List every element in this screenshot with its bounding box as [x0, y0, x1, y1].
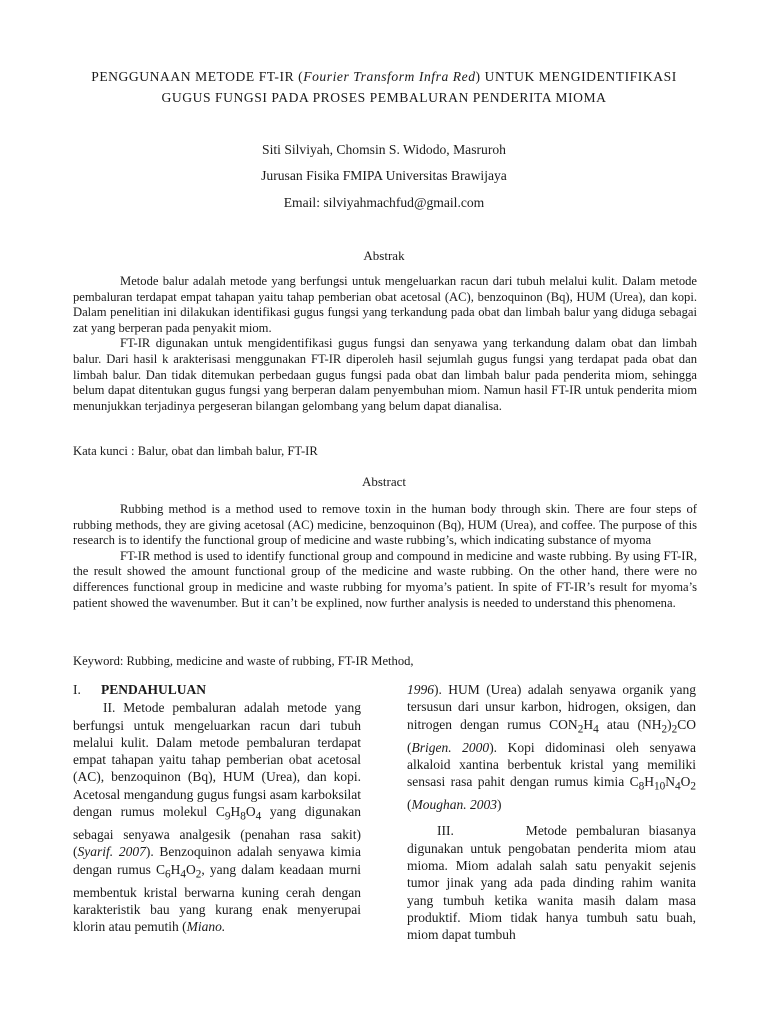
citation: Miano. — [186, 919, 226, 935]
citation: Brigen. 2000 — [411, 739, 490, 755]
abstract-paragraph-1: Rubbing method is a method used to remove toxin in the human body through skin. There are four steps of rubbing methods, they are giving acetosal (AC) medicine, benzoquinon (Bq), HUM (Urea), and coffee. The purpose of this research is to identify the functional group of medicine and waste rubbing’s, which indicating substance of myoma — [73, 502, 697, 548]
section-title: PENDAHULUAN — [101, 682, 207, 697]
abstrak-body — [73, 274, 697, 414]
kata-kunci: Kata kunci : Balur, obat dan limbah balur, FT-IR — [73, 444, 318, 458]
abstract-heading: Abstract — [361, 474, 407, 489]
title-line-2: GUGUS FUNGSI PADA PROSES PEMBALURAN PENDERITA MIOMA — [161, 90, 607, 105]
intro-paragraph: II. Metode pembaluran adalah metode yang berfungsi untuk mengeluarkan racun dari tubuh melalui kulit. Dalam metode pembaluran terdapat empat tahapan yaitu tahap pemberian obat acetosal (AC), benzoquinon (Bq), HUM (Urea), dan kopi. Acetosal mengandung gugus fungsi asam karboksilat dengan rumus molekul $C_9H_8O_4$ yang digunakan sebagai senyawa analgesik (penahan rasa sakit) (Syarif. 2007). Benzoquinon adalah senyawa kimia dengan rumus $C_6H_4O_2$, yang dalam keadaan murni membentuk kristal berwarna kuning cerah dengan karakteristik bau yang kurang enak menyerupai klorin atau pemutih (Miano. — [73, 700, 362, 935]
paragraph-iii: III. Metode pembaluran biasanya digunakan untuk pengobatan penderita miom atau mioma. Miom adalah salah satu penyakit sejenis tumor jinak yang ada pada dinding rahim wanita yang tumbuh ketika wanita masih dalam masa produktif. Miom tidak hanya tumbuh satu buah, miom dapat tumbuh — [407, 823, 700, 943]
email: Email: silviyahmachfud@gmail.com — [283, 195, 485, 210]
citation: Moughan. 2003 — [411, 797, 497, 813]
authors: Siti Silviyah, Chomsin S. Widodo, Masruroh — [262, 142, 506, 157]
section-heading — [73, 681, 361, 698]
abstrak-paragraph-1: Metode balur adalah metode yang berfungsi untuk mengeluarkan racun dari tubuh melalui kulit. Dalam metode pembaluran terdapat empat tahapan yaitu tahap pemberian obat acetosal (AC), benzoquinon (Bq), HUM (Urea), dan kopi. Dalam penelitian ini dilakukan identifikasi gugus fungsi yang terkandung pada obat dan limbah balur yang diduga sebagai zat yang berperan pada penyakit miom. — [73, 274, 697, 335]
abstract-body — [73, 502, 697, 611]
abstract-paragraph-2: FT-IR method is used to identify functional group and compound in medicine and waste rubbing. By using FT-IR, the result showed the amount functional group of the medicine and waste rubbing. On the other hand, there were no differences functional group in medicine and waste rubbing for myoma’s patient. In spite of FT-IR’s result for myoma’s patient showed the wavenumber. But it can’t be explined, now further analysis is needed to understand this phenomena. — [73, 548, 697, 610]
keyword-line: Keyword: Rubbing, medicine and waste of rubbing, FT-IR Method, — [73, 654, 414, 668]
abstrak-paragraph-2: FT-IR digunakan untuk mengidentifikasi gugus fungsi dan senyawa yang terkandung dalam obat dan limbah balur. Dari hasil k arakterisasi menggunakan FT-IR diperoleh hasil sejumlah gugus fungsi yang terdapat pada obat dan limbah balur. Dan tidak ditemukan perbedaan gugus fungsi pada obat dan limbah balur pada penderita miom, sehingga belum dapat ditentukan gugus fungsi yang berperan dalam penyembuhan miom. Namun hasil FT-IR untuk penderita miom menunjukkan terjadinya pergeseran bilangan gelombang yang belum dapat dianalisa. — [73, 336, 697, 413]
section-number: I. — [73, 682, 81, 697]
citation: 1996 — [407, 682, 434, 697]
left-column — [73, 681, 361, 936]
abstrak-heading: Abstrak — [363, 248, 405, 263]
citation: Syarif. 2007 — [77, 844, 146, 860]
paper-title — [60, 66, 708, 108]
affiliation: Jurusan Fisika FMIPA Universitas Brawijaya — [261, 168, 507, 183]
title-line-1: PENGGUNAAN METODE FT-IR (Fourier Transform Infra Red) UNTUK MENGIDENTIFIKASI — [91, 69, 677, 84]
right-column — [407, 681, 700, 944]
intro-paragraph-continued: 1996). HUM (Urea) adalah senyawa organik yang tersusun dari unsur karbon, hidrogen, oksigen, dan nitrogen dengan rumus $CON_2H_4$ atau $(NH_2)_2CO$ (Brigen. 2000). Kopi didominasi oleh senyawa alkaloid xantina berbentuk kristal yang memiliki sensasi rasa pahit dengan rumus kimia $C_8H_{10}N_4O_2$ (Moughan. 2003) — [407, 682, 697, 813]
